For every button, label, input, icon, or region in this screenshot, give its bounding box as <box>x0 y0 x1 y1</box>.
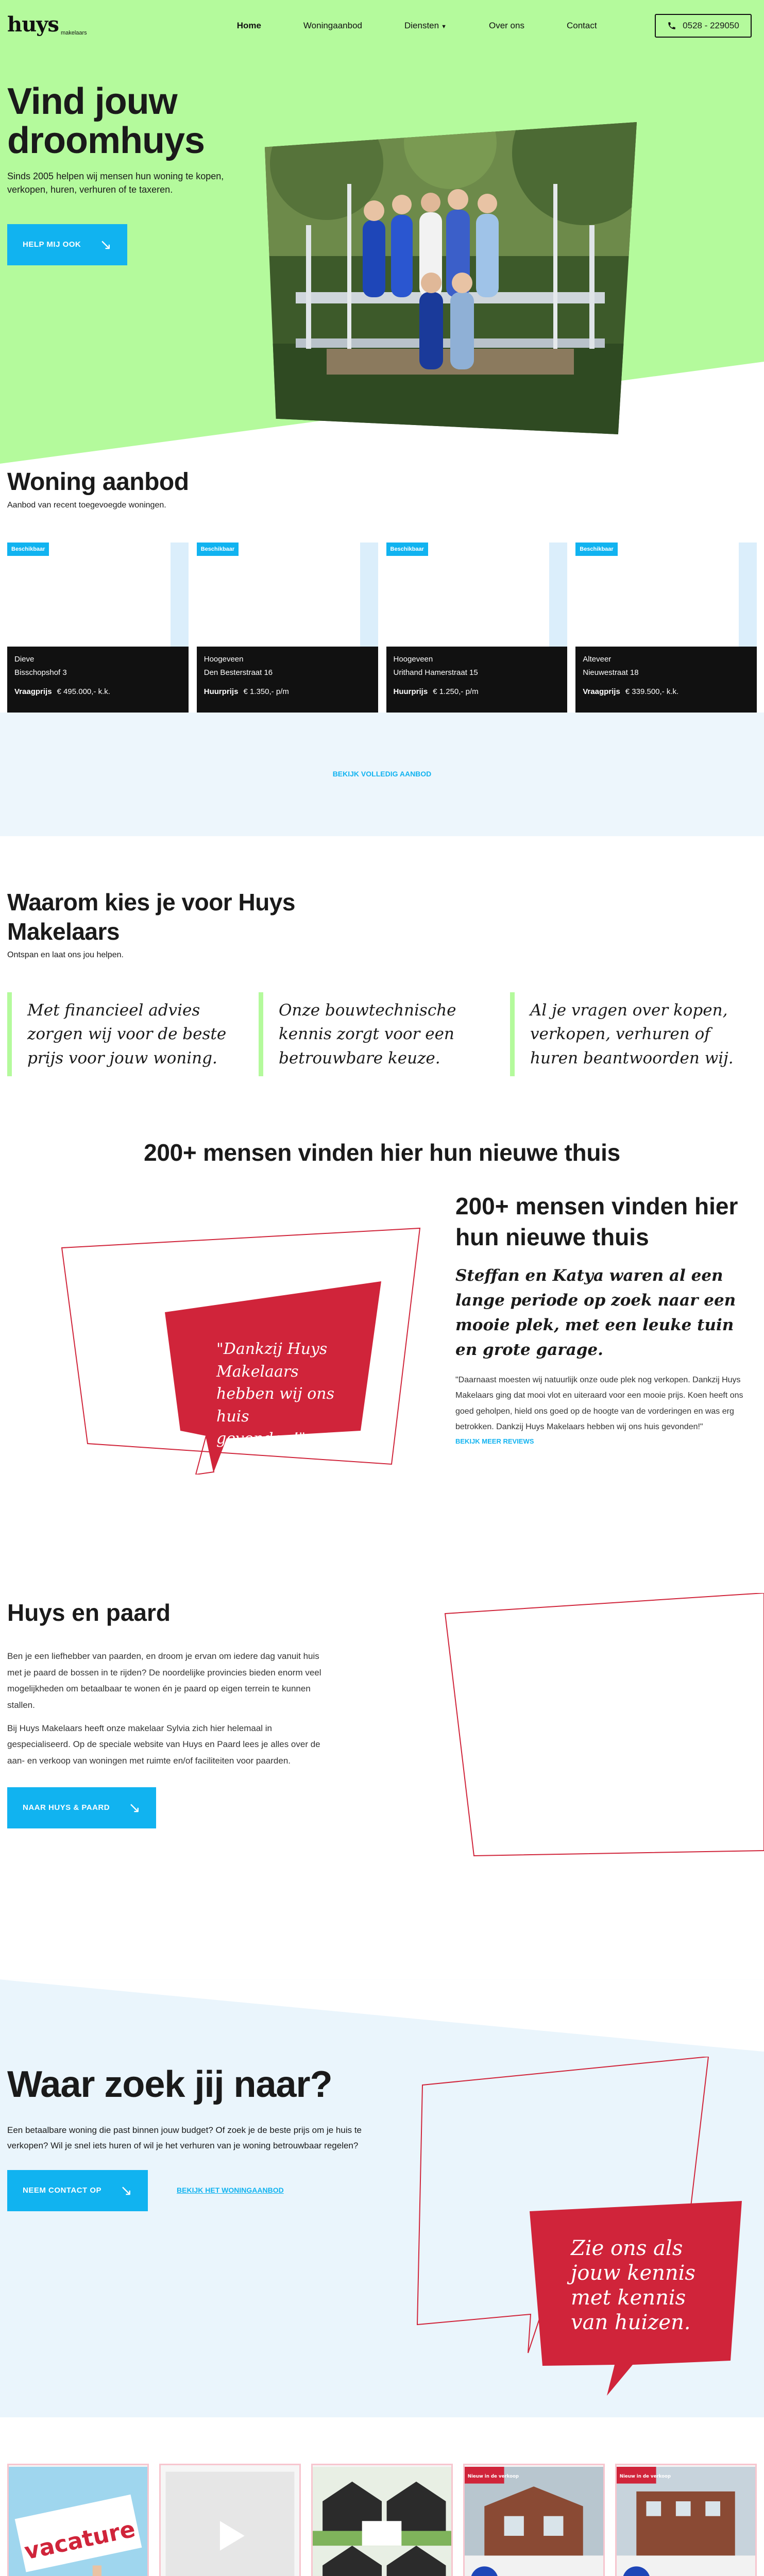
property-card[interactable] <box>197 543 378 713</box>
usp-quote: Met financieel advies zorgen wij voor de beste prijs voor jouw woning. <box>7 992 248 1077</box>
instagram-post[interactable] <box>159 2464 301 2576</box>
zoek-title: Waar zoek jij naar? <box>7 2064 332 2106</box>
property-info <box>197 647 378 713</box>
zoek-bubble-text: Zie ons als jouw kennis met kennis van huizen. <box>571 2236 695 2335</box>
property-photo <box>386 543 568 647</box>
paard-frame <box>443 1593 764 1861</box>
aanbod-title: Woning aanbod <box>7 468 189 496</box>
review-section <box>0 1171 764 1572</box>
listing-badge: Nieuw in de verkoop <box>467 2474 519 2480</box>
logo-word: huys <box>7 12 59 37</box>
availability-badge: Beschikbaar <box>197 543 239 556</box>
nav-home[interactable]: Home <box>236 21 261 31</box>
hero-text <box>7 82 265 265</box>
zoek-actions <box>7 2170 388 2211</box>
property-card[interactable] <box>575 543 757 713</box>
nav-contact[interactable]: Contact <box>566 21 597 31</box>
property-cards <box>7 543 757 713</box>
property-street: Bisschopshof 3 <box>14 668 67 677</box>
availability-badge: Beschikbaar <box>7 543 49 556</box>
property-street: Den Besterstraat 16 <box>203 668 273 677</box>
main-nav <box>216 19 618 32</box>
property-card[interactable] <box>386 543 568 713</box>
help-me-button[interactable] <box>7 224 127 265</box>
property-info <box>386 647 568 713</box>
waarom-subtitle: Ontspan en laat ons jou helpen. <box>7 950 124 959</box>
property-price <box>583 686 750 698</box>
review-bubble <box>165 1281 386 1475</box>
property-street: Nieuwestraat 18 <box>583 668 639 677</box>
mensen-heading: 200+ mensen vinden hier hun nieuwe thuis <box>144 1139 620 1166</box>
review-quote: "Dankzij Huys Makelaars hebben wij ons huis gevonden!" <box>216 1340 334 1448</box>
property-city: Dieve <box>14 654 35 664</box>
property-price <box>394 686 561 698</box>
price-value: € 1.350,- p/m <box>243 687 289 696</box>
aanbod-footer-band <box>0 713 764 836</box>
arrow-down-right-icon: ↘ <box>99 236 112 253</box>
view-all-listings-link[interactable]: BEKIJK VOLLEDIG AANBOD <box>332 770 432 778</box>
property-city: Hoogeveen <box>203 654 244 664</box>
arrow-down-right-icon: ↘ <box>120 2182 133 2198</box>
property-price <box>204 686 371 698</box>
price-value: € 495.000,- k.k. <box>57 687 110 696</box>
more-reviews-link[interactable]: BEKIJK MEER REVIEWS <box>455 1437 534 1445</box>
review-lead: Steffan en Katya waren al een lange periode op zoek naar een mooie plek, met een leuke tuin en grote garage. <box>455 1266 736 1360</box>
hero-title: Vind jouw droomhuys <box>7 81 205 161</box>
instagram-section <box>0 2417 764 2576</box>
zoek-description: Een betaalbare woning die past binnen jouw budget? Of zoek je de beste prijs om je huis te verkopen? Wil je snel iets huren of wil je het verhuren van je woning betrouwbaar regelen? <box>7 2125 362 2151</box>
logo-sub: makelaars <box>60 29 87 36</box>
contact-button[interactable] <box>7 2170 148 2211</box>
nav-woningaanbod[interactable]: Woningaanbod <box>303 21 362 31</box>
property-card[interactable] <box>7 543 189 713</box>
huys-paard-label: NAAR HUYS & PAARD <box>23 1803 110 1812</box>
property-photo <box>197 543 378 647</box>
price-label: Vraagprijs <box>14 687 52 696</box>
property-city: Alteveer <box>583 654 612 664</box>
property-photo <box>575 543 757 647</box>
property-info <box>575 647 757 713</box>
usp-quote: Al je vragen over kopen, verkopen, verhuren of huren beantwoorden wij. <box>510 992 751 1077</box>
paard-title: Huys en paard <box>7 1599 171 1626</box>
team-photo <box>265 122 637 434</box>
aanbod-section <box>0 464 764 836</box>
property-city: Hoogeveen <box>393 654 433 664</box>
nav-diensten[interactable] <box>383 19 468 32</box>
usp-quote: Onze bouwtechnische kennis zorgt voor een betrouwbare keuze. <box>259 992 500 1077</box>
paard-section <box>0 1572 764 1979</box>
waarom-title: Waarom kies je voor Huys Makelaars <box>7 888 295 945</box>
availability-badge: Beschikbaar <box>575 543 617 556</box>
hero-section <box>0 0 764 464</box>
review-body: "Daarnaast moesten wij natuurlijk onze oude plek nog verkopen. Dankzij Huys Makelaars ging dat mooi vlot en uiteraard voor een mooie prijs. Koen heeft ons goed geholpen, hield ons goed op de hoogte van de vorderingen en was erg betrokken. Dankzij Huys Makelaars hebben wij ons huis gevonden!" <box>455 1376 743 1432</box>
price-label: Vraagprijs <box>583 687 620 696</box>
listing-badge: Nieuw in de verkoop <box>619 2474 671 2480</box>
logo[interactable] <box>7 14 87 38</box>
instagram-post[interactable] <box>615 2464 757 2576</box>
huys-paard-button[interactable] <box>7 1787 156 1828</box>
phone-number: 0528 - 229050 <box>683 21 739 31</box>
price-value: € 1.250,- p/m <box>433 687 479 696</box>
vacature-sign: vacature <box>22 2516 138 2565</box>
waarom-section <box>0 836 764 1171</box>
zoek-section <box>0 1979 764 2417</box>
nav-over-ons[interactable]: Over ons <box>488 21 524 31</box>
instagram-post[interactable] <box>311 2464 453 2576</box>
zoek-text <box>7 2057 388 2211</box>
price-value: € 339.500,- k.k. <box>625 687 679 696</box>
usp-quotes <box>7 992 757 1077</box>
contact-label: NEEM CONTACT OP <box>23 2185 102 2195</box>
site-header <box>0 0 764 52</box>
zoek-bubble <box>530 2201 742 2396</box>
instagram-post[interactable] <box>463 2464 605 2576</box>
instagram-post[interactable] <box>7 2464 149 2576</box>
aanbod-subtitle: Aanbod van recent toegevoegde woningen. <box>7 500 166 510</box>
phone-icon <box>667 21 676 30</box>
chevron-down-icon: ▼ <box>441 24 447 30</box>
nav-diensten-label: Diensten <box>404 21 439 31</box>
paard-paragraph-1: Ben je een liefhebber van paarden, en droom je ervan om iedere dag vanuit huis met je paard de bossen in te rijden? De noordelijke provincies bieden enorm veel mogelijkheden om betaalbaar te wonen én je paard op eigen terrein te kunnen stallen. <box>7 1651 321 1710</box>
paard-paragraph-2: Bij Huys Makelaars heeft onze makelaar Sylvia zich hier helemaal in gespecialiseerd. Op de speciale website van Huys en Paard lees je alles over de aan- en verkoop van woningen met ruimte en/of faciliteiten voor paarden. <box>7 1723 320 1766</box>
price-label: Huurprijs <box>203 687 239 696</box>
review-title: 200+ mensen vinden hier hun nieuwe thuis <box>455 1193 738 1251</box>
hero-description: Sinds 2005 helpen wij mensen hun woning te kopen, verkopen, huren, verhuren of te taxeren. <box>7 171 224 195</box>
property-info <box>7 647 189 713</box>
availability-badge: Beschikbaar <box>386 543 428 556</box>
view-listings-link[interactable]: BEKIJK HET WONINGAANBOD <box>177 2186 284 2195</box>
arrow-down-right-icon: ↘ <box>128 1800 141 1816</box>
help-me-label: HELP MIJ OOK <box>23 240 81 249</box>
price-label: Huurprijs <box>393 687 428 696</box>
instagram-grid <box>7 2464 757 2576</box>
property-street: Urithand Hamerstraat 15 <box>393 668 478 677</box>
property-photo <box>7 543 189 647</box>
phone-button[interactable] <box>655 14 752 38</box>
property-price <box>14 686 181 698</box>
review-text <box>455 1191 754 1446</box>
zoek-wedge <box>0 1979 764 2052</box>
